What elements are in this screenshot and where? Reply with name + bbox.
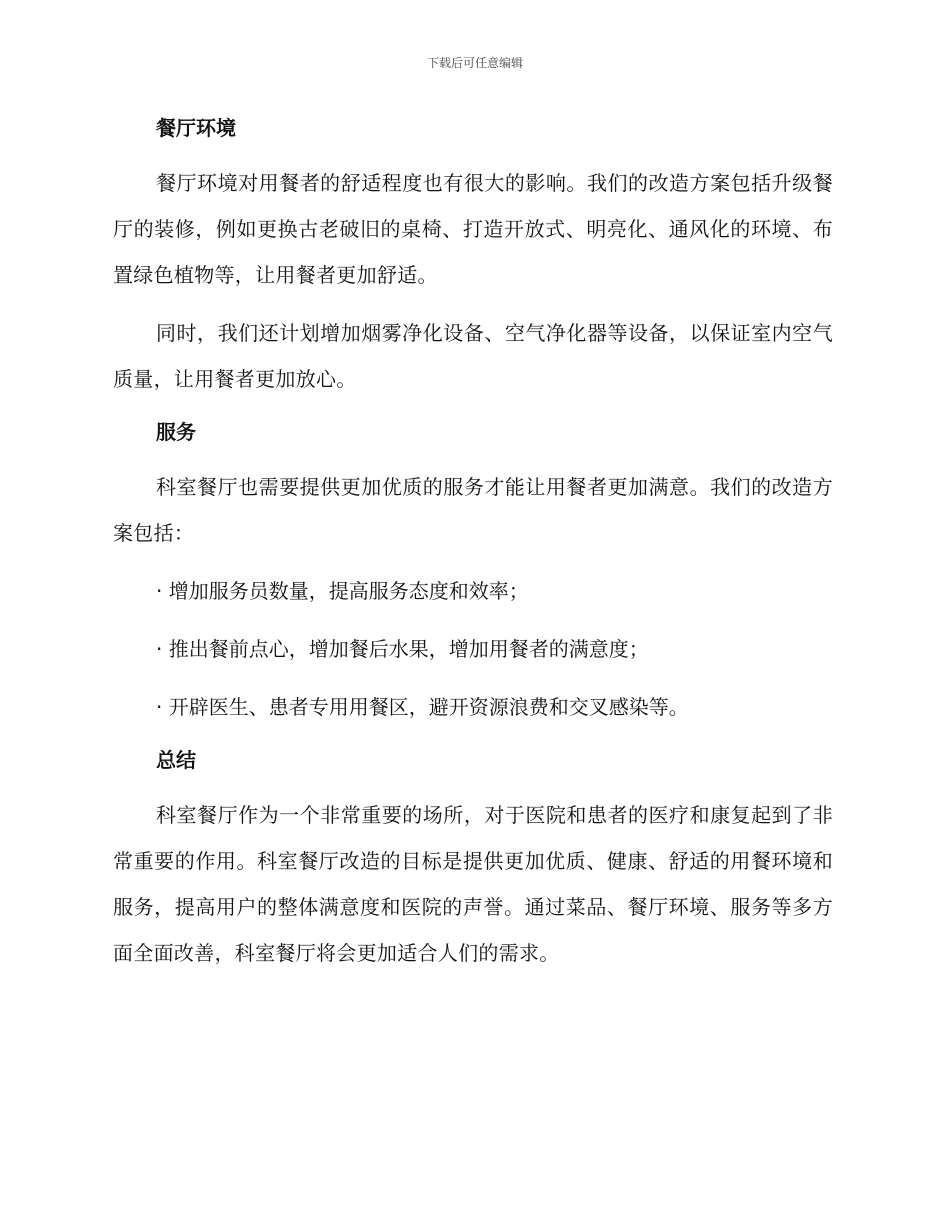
environment-paragraph-1: 餐厅环境对用餐者的舒适程度也有很大的影响。我们的改造方案包括升级餐厅的装修，例如更换古老破旧的桌椅、打造开放式、明亮化、通风化的环境、布置绿色植物等，让用餐者更加舒适。 xyxy=(113,171,833,287)
service-paragraph-1: 科室餐厅也需要提供更加优质的服务才能让用餐者更加满意。我们的改造方案包括： xyxy=(113,475,833,545)
page-header: 下载后可任意编辑 xyxy=(426,56,523,70)
service-bullet-item: · 推出餐前点心，增加餐后水果，增加用餐者的满意度； xyxy=(156,637,649,661)
section-heading-service: 服务 xyxy=(156,420,196,444)
section-heading-environment: 餐厅环境 xyxy=(156,116,236,140)
environment-paragraph-2: 同时，我们还计划增加烟雾净化设备、空气净化器等设备，以保证室内空气质量，让用餐者更加放心。 xyxy=(113,321,833,391)
service-bullet-item: · 开辟医生、患者专用用餐区，避开资源浪费和交叉感染等。 xyxy=(156,695,689,719)
service-bullet-item: · 增加服务员数量，提高服务态度和效率； xyxy=(156,579,529,603)
document-body xyxy=(113,110,833,988)
section-heading-summary: 总结 xyxy=(156,748,196,772)
summary-paragraph-1: 科室餐厅作为一个非常重要的场所，对于医院和患者的医疗和康复起到了非常重要的作用。科室餐厅改造的目标是提供更加优质、健康、舒适的用餐环境和服务，提高用户的整体满意度和医院的声誉。通过菜品、餐厅环境、服务等多方面全面改善，科室餐厅将会更加适合人们的需求。 xyxy=(113,803,833,965)
